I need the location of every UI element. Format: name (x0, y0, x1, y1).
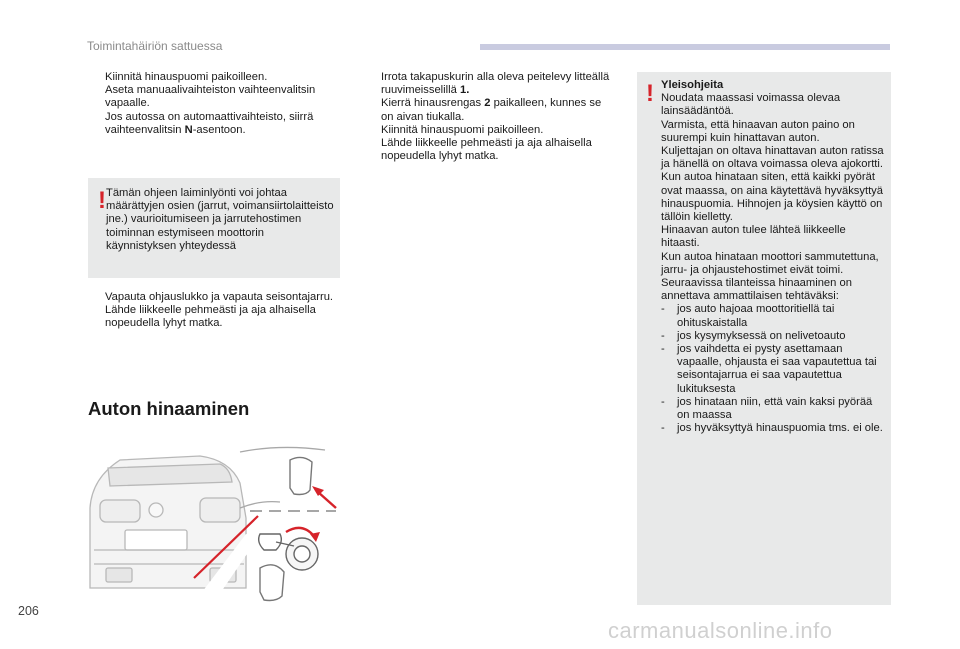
list-item: Kiinnitä hinauspuomi paikoilleen. (105, 71, 268, 83)
paragraph: Kun autoa hinataan siten, että kaikki pyörät ovat maassa, on aina käytettävä hyväksyttyä hinauspuomia. Hihnojen ja köysien käyttö on tällöin kielletty. (661, 171, 884, 224)
list-item: Irrota takapuskurin alla oleva peitelevy litteällä ruuvimeisselillä 1. (381, 71, 610, 97)
general-instructions-box (637, 72, 891, 605)
warning-box (88, 178, 340, 278)
list-item: Vapauta ohjauslukko ja vapauta seisontajarru. (105, 291, 334, 303)
paragraph: Kun autoa hinataan moottori sammutettuna, jarru- ja ohjaustehostimet eivät toimi. (661, 250, 879, 276)
warning-text: Tämän ohjeen laiminlyönti voi johtaa määrättyjen osien (jarrut, voimansiirtolaitteisto jne.) vaurioitumiseen ja jarrutehostimen toiminnan estymiseen moottorin käynnistyksen yhteydessä (106, 187, 334, 252)
steps-list-b (88, 291, 338, 331)
towing-illustration (80, 438, 342, 608)
list-item: - jos auto hajoaa moottoritiellä tai ohituskaistalla (661, 303, 835, 329)
steps-list-c (364, 71, 616, 163)
watermark: carmanualsonline.info (608, 618, 833, 643)
list-item: - jos hinataan niin, että vain kaksi pyörää on maassa (661, 395, 873, 422)
box-title: Yleisohjeita (661, 79, 724, 91)
paragraph: Hinaavan auton tulee lähteä liikkeelle hitaasti. (661, 224, 846, 250)
exclamation-icon: ! (98, 187, 106, 214)
list-item: - jos vaihdetta ei pysty asettamaan vapaalle, ohjausta ei saa vapautettua tai seisontajarrua ei saa vapautettua lukituksesta (661, 343, 877, 395)
paragraph: Noudata maassasi voimassa olevaa lainsäädäntöä. (661, 92, 841, 118)
page-number: 206 (18, 604, 39, 618)
section-header: Toimintahäiriön sattuessa (87, 39, 223, 53)
paragraph: Kuljettajan on oltava hinattavan auton ratissa ja hänellä on oltava voimassa oleva ajokortti. (661, 145, 884, 171)
list-item: - jos hyväksyttyä hinauspuomia tms. ei ole. (661, 422, 883, 435)
list-item: Aseta manuaalivaihteiston vaihteenvalitsin vapaalle. (105, 84, 316, 110)
section-title: Auton hinaaminen (88, 398, 250, 419)
paragraph: Varmista, että hinaavan auton paino on suurempi kuin hinattavan auton. (661, 118, 855, 144)
list-item: Jos autossa on automaattivaihteisto, siirrä vaihteenvalitsin N-asentoon. (105, 110, 314, 136)
list-item: Kiinnitä hinauspuomi paikoilleen. (381, 123, 544, 136)
list-item: - jos kysymyksessä on nelivetoauto (661, 329, 846, 342)
exclamation-icon: ! (646, 80, 654, 107)
header-bar (480, 44, 890, 50)
paragraph: Seuraavissa tilanteissa hinaaminen on annettava ammattilaisen tehtäväksi: (661, 277, 852, 303)
steps-list-a (88, 71, 338, 137)
list-item: Lähde liikkeelle pehmeästi ja aja alhaisella nopeudella lyhyt matka. (105, 304, 316, 330)
list-item: Kierrä hinausrengas 2 paikalleen, kunnes se on aivan tiukalla. (381, 97, 602, 123)
list-item: Lähde liikkeelle pehmeästi ja aja alhaisella nopeudella lyhyt matka. (381, 137, 592, 163)
